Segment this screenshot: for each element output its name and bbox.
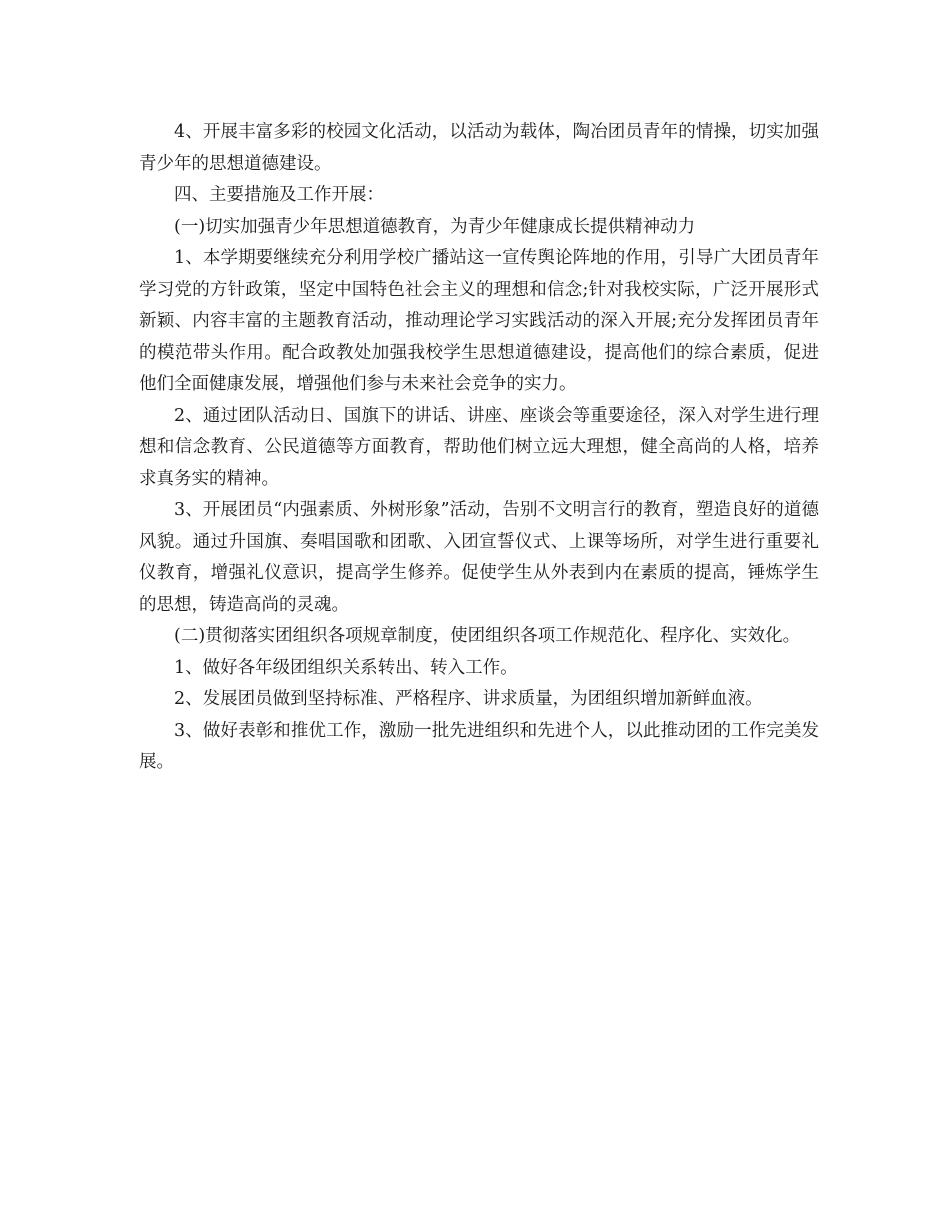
paragraph: 2、发展团员做到坚持标准、严格程序、讲求质量，为团组织增加新鲜血液。	[174, 689, 763, 709]
paragraph: 3、开展团员“内强素质、外树形象”活动，告别不文明言行的教育，塑造良好的道德风貌。通过升国旗、奏唱国歌和团歌、入团宣誓仪式、上课等场所，对学生进行重要礼仪教育，增强礼仪意识，提高学生修养。促使学生从外表到内在素质的提高，锤炼学生的思想，铸造高尚的灵魂。	[139, 500, 819, 615]
section-heading: 四、主要措施及工作开展：	[174, 185, 384, 205]
paragraph: 1、本学期要继续充分利用学校广播站这一宣传舆论阵地的作用，引导广大团员青年学习党的方针政策，坚定中国特色社会主义的理想和信念;针对我校实际，广泛开展形式新颖、内容丰富的主题教育活动，推动理论学习实践活动的深入开展;充分发挥团员青年的模范带头作用。配合政教处加强我校学生思想道德建设，提高他们的综合素质，促进他们全面健康发展，增强他们参与未来社会竞争的实力。	[139, 248, 819, 394]
paragraph: 1、做好各年级团组织关系转出、转入工作。	[174, 657, 518, 678]
subsection-heading: (二)贯彻落实团组织各项规章制度，使团组织各项工作规范化、程序化、实效化。	[174, 626, 801, 646]
paragraph: 4、开展丰富多彩的校园文化活动，以活动为载体，陶冶团员青年的情操，切实加强青少年的思想道德建设。	[139, 122, 819, 174]
document-body	[139, 117, 819, 779]
paragraph: 2、通过团队活动日、国旗下的讲话、讲座、座谈会等重要途径，深入对学生进行理想和信念教育、公民道德等方面教育，帮助他们树立远大理想，健全高尚的人格，培养求真务实的精神。	[139, 405, 819, 489]
paragraph: 3、做好表彰和推优工作，激励一批先进组织和先进个人，以此推动团的工作完美发展。	[139, 720, 819, 772]
subsection-heading: (一)切实加强青少年思想道德教育，为青少年健康成长提供精神动力	[174, 216, 696, 237]
